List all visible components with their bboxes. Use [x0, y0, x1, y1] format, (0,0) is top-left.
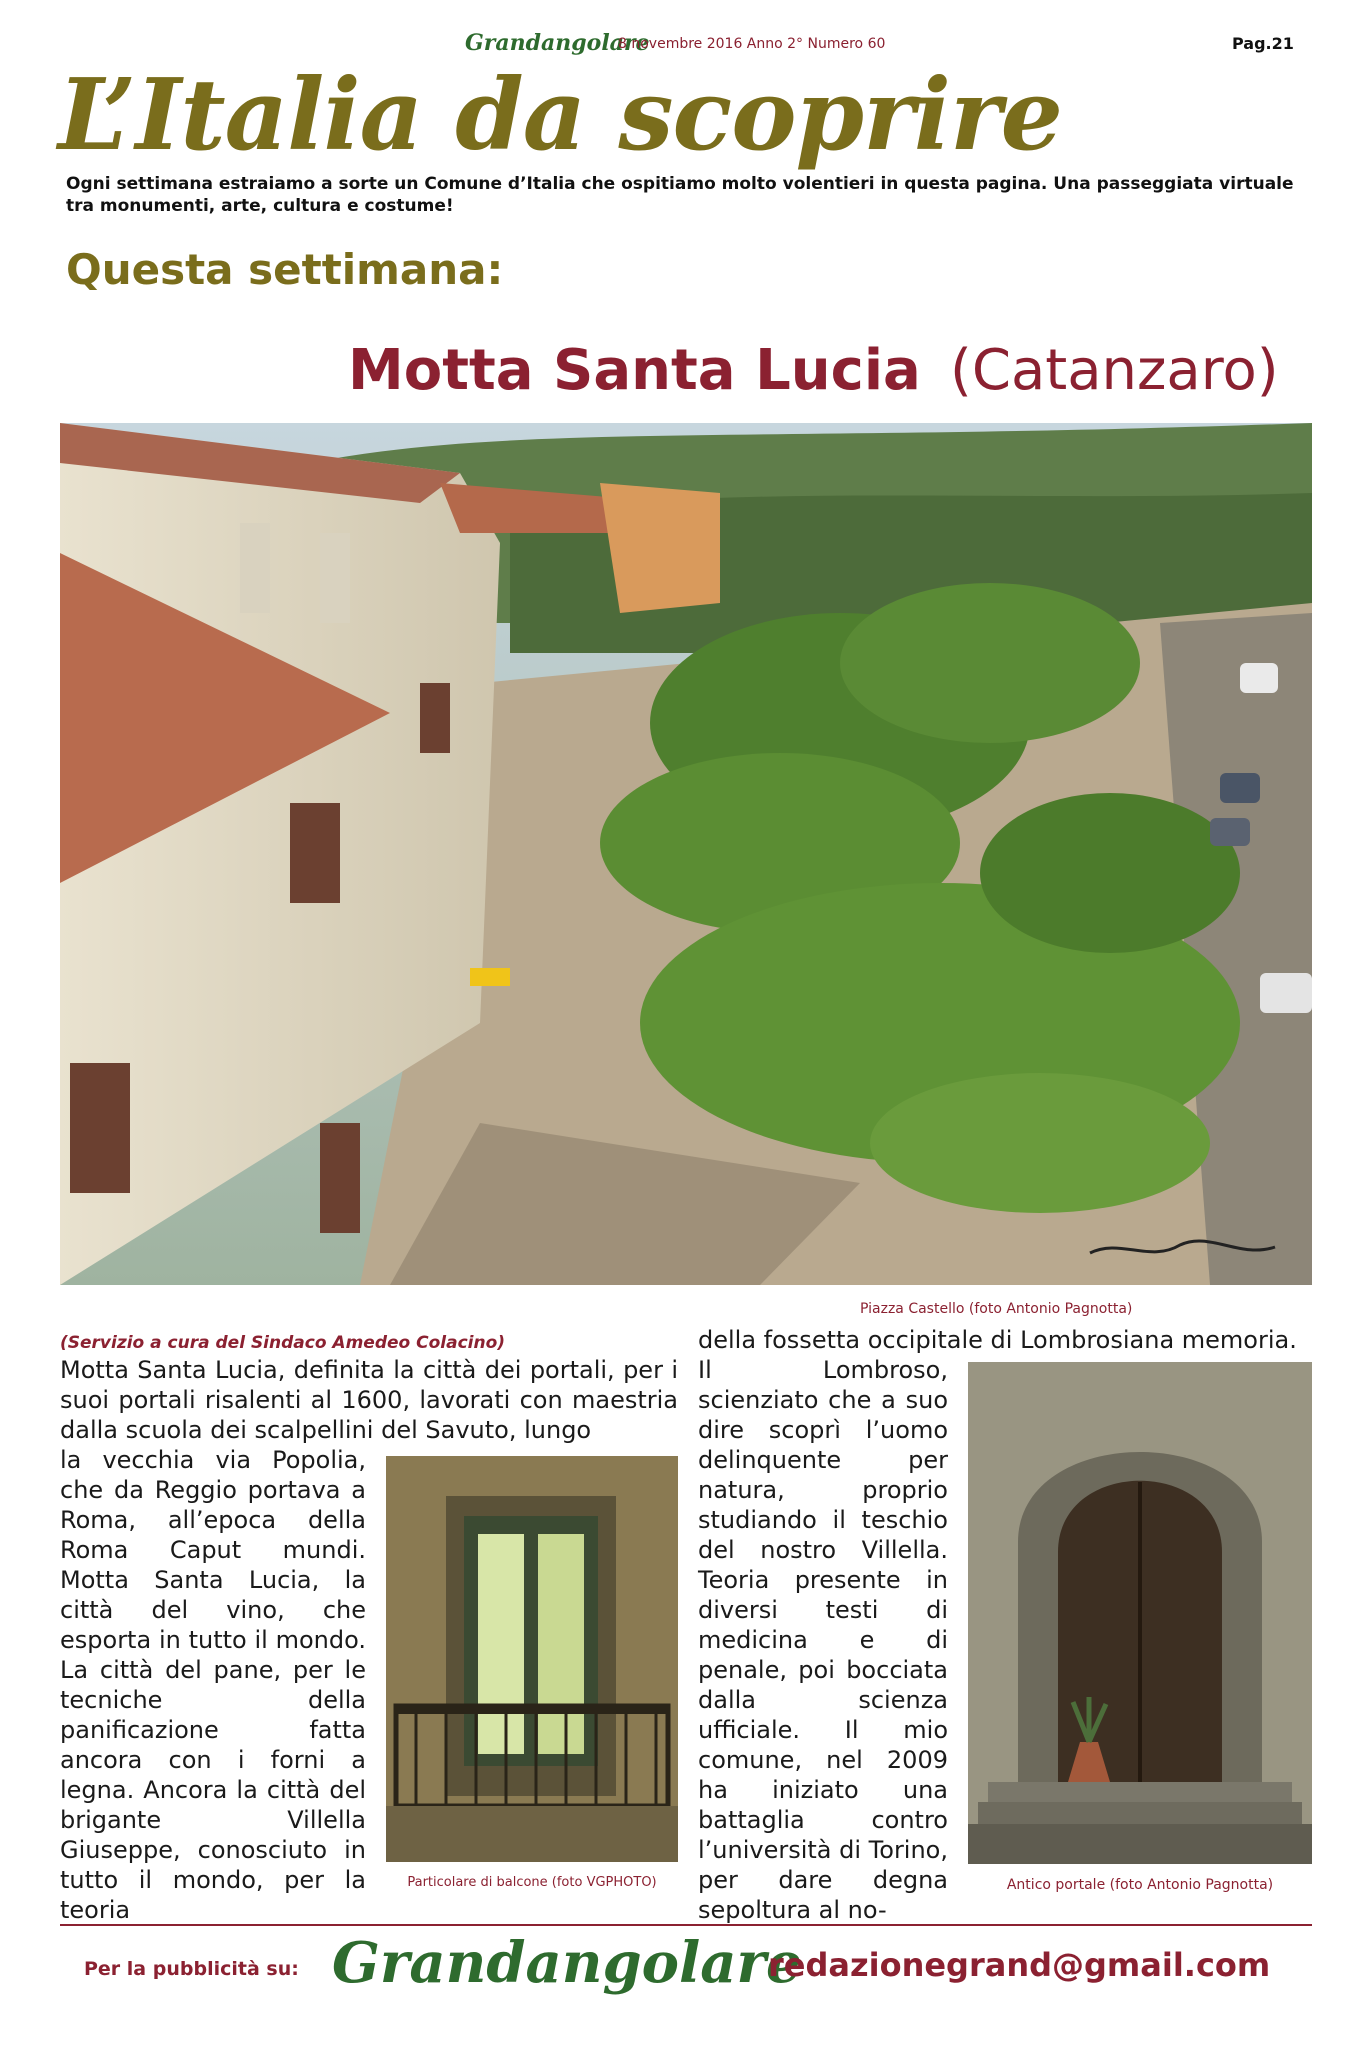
piazza-illustration — [60, 423, 1312, 1285]
main-photo-caption: Piazza Castello (foto Antonio Pagnotta) — [860, 1301, 1133, 1317]
footer-divider — [60, 1924, 1312, 1926]
masthead-publication: Grandangolare — [465, 30, 650, 56]
balcony-illustration — [386, 1456, 678, 1862]
article-col2-body: Il Lombroso, scienziato che a suo dire scoprì l’uomo delinquente per natura, proprio studiando il teschio del nostro Villella. Teoria presente in diversi testi di medicina e di penale, poi bocciata dalla scienza ufficiale. Il mio comune, nel 2009 ha iniziato una battaglia contro l’università di Torino, per dare degna sepoltura al no- — [698, 1356, 948, 1924]
portal-photo — [968, 1362, 1312, 1864]
masthead-issue: 8 novembre 2016 Anno 2° Numero 60 — [618, 36, 886, 52]
week-label: Questa settimana: — [66, 245, 504, 294]
main-photo — [60, 423, 1312, 1285]
portal-illustration — [968, 1362, 1312, 1864]
town-name: Motta Santa Lucia — [348, 338, 921, 403]
page-title: L’Italia da scoprire — [58, 58, 1062, 173]
footer-brand: Grandangolare — [332, 1930, 802, 1996]
balcony-photo — [386, 1456, 678, 1862]
footer-email[interactable]: redazionegrand@gmail.com — [768, 1946, 1271, 1984]
portal-photo-caption: Antico portale (foto Antonio Pagnotta) — [1006, 1877, 1274, 1893]
town-province: (Catanzaro) — [950, 338, 1279, 403]
article-col1-body: la vecchia via Popolia, che da Reggio portava a Roma, all’epoca della Roma Caput mundi. Motta Santa Lucia, la città del vino, che esporta in tutto il mondo. La città del pane, per le tecniche della panificazione fatta ancora con i forni a legna. Ancora la città del brigante Villella Giuseppe, conosciuto in tutto il mondo, per la teoria — [60, 1446, 366, 1924]
page-number: Pag.21 — [1232, 34, 1294, 53]
intro-text: Ogni settimana estraiamo a sorte un Comune d’Italia che ospitiamo molto volentieri in questa pagina. Una passeggiata virtuale tra monumenti, arte, cultura e costume! — [66, 174, 1294, 216]
article-credit: (Servizio a cura del Sindaco Amedeo Colacino) — [60, 1333, 506, 1353]
article-col2-top: della fossetta occipitale di Lombrosiana memoria. — [698, 1326, 1297, 1354]
balcony-photo-caption: Particolare di balcone (foto VGPHOTO) — [407, 1875, 657, 1890]
footer-ad-label: Per la pubblicità su: — [84, 1958, 299, 1980]
article-col1-top: Motta Santa Lucia, definita la città dei portali, per i suoi portali risalenti al 1600, lavorati con maestria dalla scuola dei scalpellini del Savuto, lungo — [60, 1356, 678, 1444]
